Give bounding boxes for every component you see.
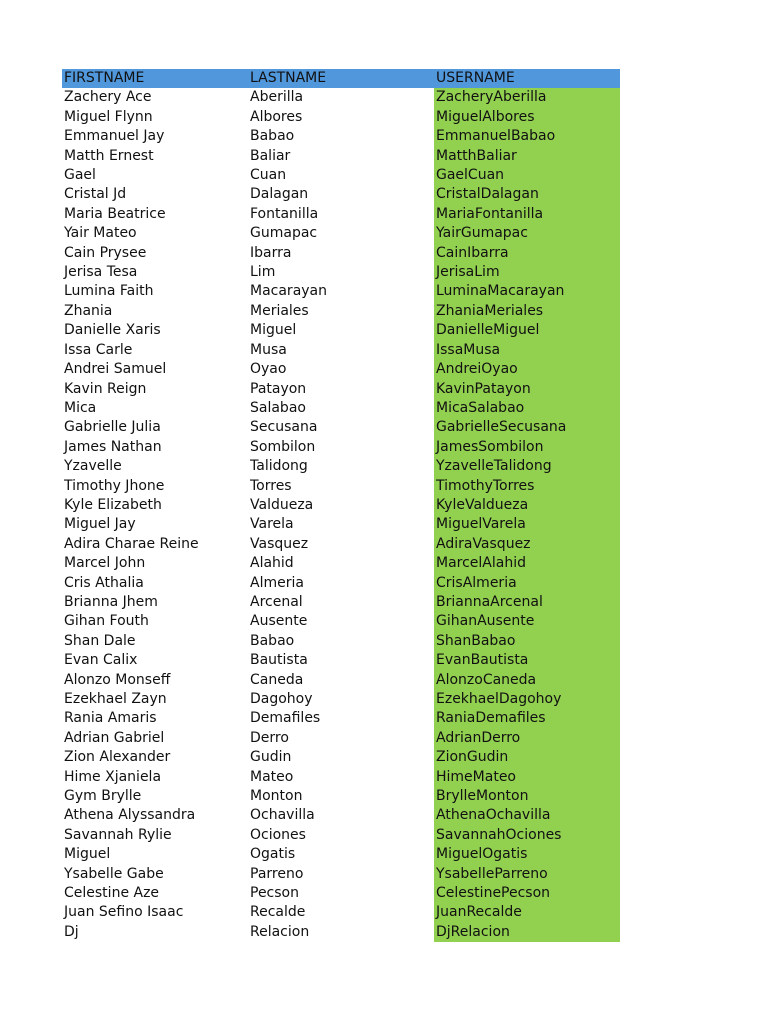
username-cell: DanielleMiguel: [434, 321, 620, 340]
lastname-cell: Baliar: [250, 147, 291, 164]
firstname-cell: Rania Amaris: [64, 710, 157, 727]
lastname-cell: Meriales: [250, 302, 309, 319]
table-row: [62, 457, 620, 476]
username-cell: HimeMateo: [434, 768, 620, 787]
table-row: [62, 690, 620, 709]
table-row: [62, 399, 620, 418]
firstname-cell: Danielle Xaris: [64, 322, 161, 339]
username-cell: MarcelAlahid: [434, 554, 620, 573]
lastname-cell: Ochavilla: [250, 807, 315, 824]
firstname-cell: Gihan Fouth: [64, 613, 149, 630]
lastname-cell: Gudin: [250, 749, 292, 766]
username-cell: CrisAlmeria: [434, 574, 620, 593]
lastname-cell: Sombilon: [250, 438, 316, 455]
lastname-cell: Ogatis: [250, 846, 296, 863]
table-row: [62, 418, 620, 437]
firstname-cell: Gabrielle Julia: [64, 419, 161, 436]
username-cell: IssaMusa: [434, 341, 620, 360]
table-row: [62, 651, 620, 670]
table-row: [62, 477, 620, 496]
table-row: [62, 768, 620, 787]
firstname-cell: Kyle Elizabeth: [64, 496, 162, 513]
table-row: [62, 147, 620, 166]
lastname-cell: Parreno: [250, 865, 304, 882]
firstname-cell: Mica: [64, 399, 97, 416]
firstname-cell: Dj: [64, 923, 79, 940]
lastname-cell: Alahid: [250, 555, 294, 572]
firstname-cell: Zion Alexander: [64, 749, 171, 766]
firstname-cell: Shan Dale: [64, 632, 136, 649]
username-cell: MatthBaliar: [434, 147, 620, 166]
firstname-cell: Juan Sefino Isaac: [64, 904, 184, 921]
lastname-cell: Ibarra: [250, 244, 292, 261]
firstname-cell: Timothy Jhone: [64, 477, 165, 494]
username-cell: AlonzoCaneda: [434, 671, 620, 690]
firstname-cell: Miguel Jay: [64, 516, 136, 533]
firstname-cell: Evan Calix: [64, 652, 138, 669]
lastname-cell: Babao: [250, 632, 295, 649]
lastname-cell: Caneda: [250, 671, 304, 688]
table-row: [62, 380, 620, 399]
username-cell: CainIbarra: [434, 244, 620, 263]
table-row: [62, 671, 620, 690]
lastname-cell: Macarayan: [250, 283, 328, 300]
lastname-cell: Musa: [250, 341, 287, 358]
lastname-cell: Recalde: [250, 904, 306, 921]
firstname-cell: Marcel John: [64, 555, 146, 572]
firstname-cell: Maria Beatrice: [64, 205, 166, 222]
username-cell: KavinPatayon: [434, 380, 620, 399]
table-row: [62, 321, 620, 340]
lastname-cell: Albores: [250, 108, 303, 125]
lastname-cell: Derro: [250, 729, 289, 746]
username-cell: MariaFontanilla: [434, 205, 620, 224]
firstname-cell: Lumina Faith: [64, 283, 154, 300]
lastname-cell: Salabao: [250, 399, 306, 416]
firstname-cell: Yair Mateo: [64, 225, 137, 242]
firstname-cell: Savannah Rylie: [64, 826, 172, 843]
username-cell: EvanBautista: [434, 651, 620, 670]
firstname-cell: Ysabelle Gabe: [64, 865, 164, 882]
username-cell: JuanRecalde: [434, 903, 620, 922]
lastname-cell: Babao: [250, 128, 295, 145]
firstname-cell: Hime Xjaniela: [64, 768, 162, 785]
username-cell: CelestinePecson: [434, 884, 620, 903]
username-cell: DjRelacion: [434, 923, 620, 942]
lastname-cell: Oyao: [250, 361, 287, 378]
firstname-cell: Kavin Reign: [64, 380, 147, 397]
lastname-cell: Patayon: [250, 380, 307, 397]
username-cell: RaniaDemafiles: [434, 709, 620, 728]
table-row: [62, 282, 620, 301]
firstname-cell: Cris Athalia: [64, 574, 144, 591]
lastname-cell: Ausente: [250, 613, 308, 630]
table-row: [62, 302, 620, 321]
lastname-cell: Torres: [250, 477, 292, 494]
username-cell: EzekhaelDagohoy: [434, 690, 620, 709]
username-cell: MiguelOgatis: [434, 845, 620, 864]
username-cell: KyleValdueza: [434, 496, 620, 515]
lastname-cell: Arcenal: [250, 593, 303, 610]
lastname-cell: Pecson: [250, 885, 299, 902]
table-row: [62, 884, 620, 903]
table-row: [62, 554, 620, 573]
firstname-cell: Ezekhael Zayn: [64, 691, 167, 707]
firstname-cell: Miguel: [64, 846, 111, 863]
lastname-cell: Fontanilla: [250, 205, 319, 222]
table-row: [62, 263, 620, 282]
username-cell: GaelCuan: [434, 166, 620, 185]
lastname-cell: Mateo: [250, 768, 294, 785]
firstname-cell: Matth Ernest: [64, 147, 154, 164]
table-row: [62, 224, 620, 243]
firstname-cell: Adrian Gabriel: [64, 729, 165, 746]
firstname-cell: Zhania: [64, 302, 113, 319]
firstname-cell: Jerisa Tesa: [64, 264, 138, 281]
table-row: [62, 923, 620, 942]
username-cell: ShanBabao: [434, 632, 620, 651]
table-row: [62, 360, 620, 379]
username-cell: YzavelleTalidong: [434, 457, 620, 476]
lastname-cell: Cuan: [250, 167, 287, 184]
username-cell: AdiraVasquez: [434, 535, 620, 554]
table-row: [62, 185, 620, 204]
firstname-cell: Athena Alyssandra: [64, 807, 196, 824]
table-body: [62, 88, 620, 942]
table-row: [62, 88, 620, 107]
username-cell: SavannahOciones: [434, 826, 620, 845]
lastname-cell: Lim: [250, 264, 276, 281]
lastname-cell: Monton: [250, 788, 303, 805]
lastname-cell: Dagohoy: [250, 691, 313, 707]
lastname-cell: Secusana: [250, 419, 318, 436]
username-cell: AdrianDerro: [434, 729, 620, 748]
username-cell: YairGumapac: [434, 224, 620, 243]
header-lastname: LASTNAME: [248, 69, 434, 88]
username-cell: CristalDalagan: [434, 185, 620, 204]
table-row: [62, 108, 620, 127]
username-cell: TimothyTorres: [434, 477, 620, 496]
username-cell: ZacheryAberilla: [434, 88, 620, 107]
table-row: [62, 438, 620, 457]
table-row: [62, 709, 620, 728]
username-cell: GihanAusente: [434, 612, 620, 631]
table-row: [62, 496, 620, 515]
table-row: [62, 535, 620, 554]
table-row: [62, 865, 620, 884]
username-cell: ZhaniaMeriales: [434, 302, 620, 321]
username-cell: AthenaOchavilla: [434, 806, 620, 825]
firstname-cell: Yzavelle: [64, 458, 122, 475]
table-row: [62, 806, 620, 825]
table-row: [62, 729, 620, 748]
table-row: [62, 127, 620, 146]
username-cell: LuminaMacarayan: [434, 282, 620, 301]
lastname-cell: Gumapac: [250, 225, 318, 242]
firstname-cell: Cristal Jd: [64, 186, 127, 203]
firstname-cell: Alonzo Monseff: [64, 671, 171, 688]
header-username: USERNAME: [434, 69, 620, 88]
lastname-cell: Varela: [250, 516, 294, 533]
firstname-cell: Emmanuel Jay: [64, 128, 165, 145]
firstname-cell: Gym Brylle: [64, 788, 142, 805]
table-row: [62, 244, 620, 263]
firstname-cell: Gael: [64, 167, 96, 184]
username-cell: JerisaLim: [434, 263, 620, 282]
lastname-cell: Ociones: [250, 826, 306, 843]
lastname-cell: Dalagan: [250, 186, 309, 203]
firstname-cell: James Nathan: [64, 438, 162, 455]
lastname-cell: Aberilla: [250, 89, 304, 106]
table-row: [62, 787, 620, 806]
lastname-cell: Bautista: [250, 652, 308, 669]
username-cell: ZionGudin: [434, 748, 620, 767]
header-row: [62, 69, 620, 88]
table-row: [62, 574, 620, 593]
username-cell: JamesSombilon: [434, 438, 620, 457]
lastname-cell: Almeria: [250, 574, 304, 591]
lastname-cell: Talidong: [250, 458, 308, 475]
firstname-cell: Celestine Aze: [64, 885, 160, 902]
names-table: [62, 69, 620, 942]
username-cell: BrylleMonton: [434, 787, 620, 806]
table-row: [62, 748, 620, 767]
table-row: [62, 632, 620, 651]
firstname-cell: Andrei Samuel: [64, 361, 167, 378]
table-row: [62, 826, 620, 845]
header-firstname: FIRSTNAME: [62, 69, 248, 88]
firstname-cell: Brianna Jhem: [64, 593, 158, 610]
username-cell: EmmanuelBabao: [434, 127, 620, 146]
username-cell: MicaSalabao: [434, 399, 620, 418]
table-row: [62, 845, 620, 864]
lastname-cell: Vasquez: [250, 535, 309, 552]
table-row: [62, 612, 620, 631]
username-cell: MiguelVarela: [434, 515, 620, 534]
lastname-cell: Valdueza: [250, 496, 314, 513]
username-cell: YsabelleParreno: [434, 865, 620, 884]
firstname-cell: Zachery Ace: [64, 89, 152, 106]
table-row: [62, 205, 620, 224]
lastname-cell: Miguel: [250, 322, 297, 339]
firstname-cell: Miguel Flynn: [64, 108, 153, 125]
username-cell: AndreiOyao: [434, 360, 620, 379]
table-row: [62, 903, 620, 922]
username-cell: GabrielleSecusana: [434, 418, 620, 437]
table-row: [62, 515, 620, 534]
table-row: [62, 166, 620, 185]
table-row: [62, 341, 620, 360]
username-cell: MiguelAlbores: [434, 108, 620, 127]
firstname-cell: Adira Charae Reine: [64, 535, 199, 552]
lastname-cell: Relacion: [250, 923, 310, 940]
firstname-cell: Cain Prysee: [64, 244, 147, 261]
username-cell: BriannaArcenal: [434, 593, 620, 612]
firstname-cell: Issa Carle: [64, 341, 133, 358]
table-row: [62, 593, 620, 612]
lastname-cell: Demafiles: [250, 710, 321, 727]
